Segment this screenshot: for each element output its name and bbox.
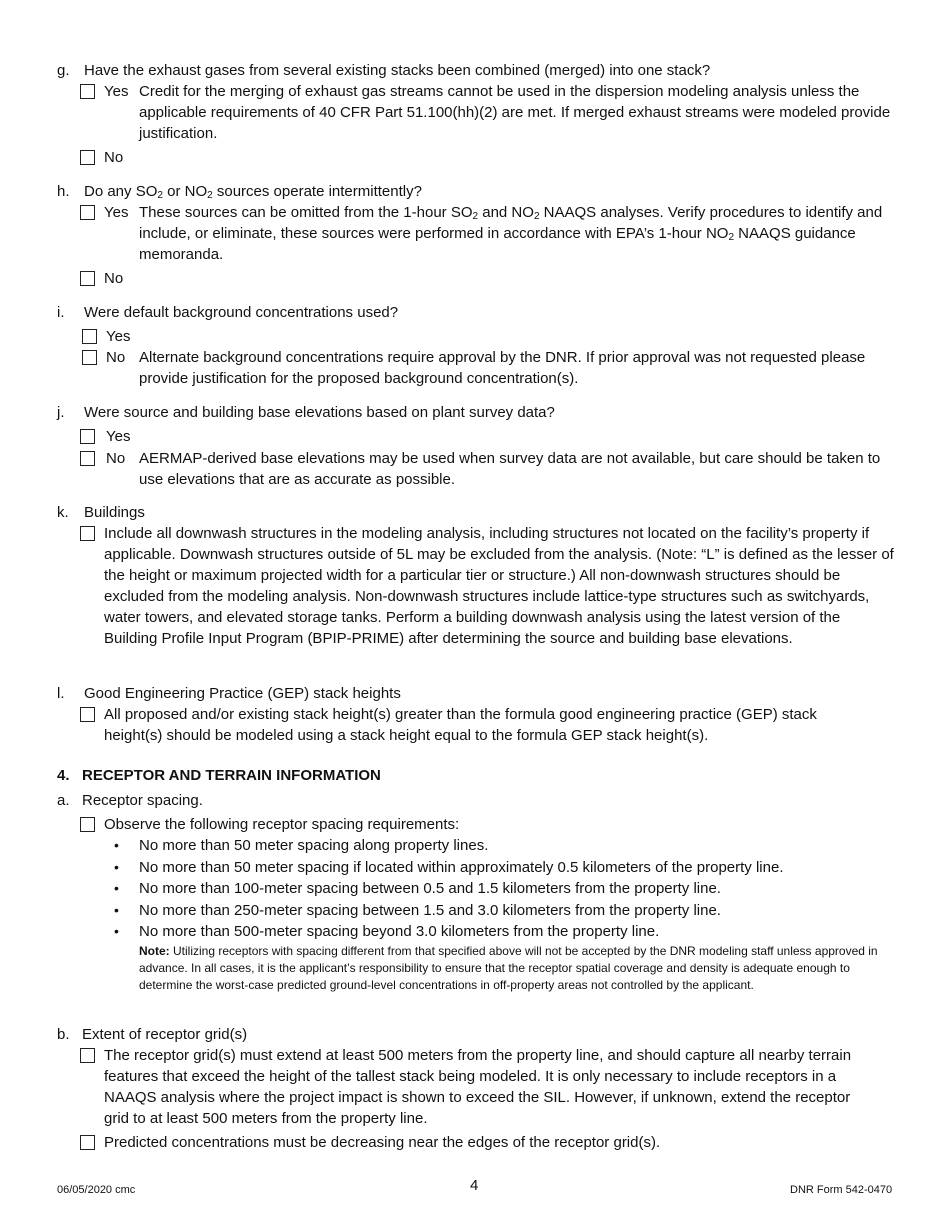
item-4b-letter: b. <box>57 1026 70 1043</box>
item-h-question: Do any $SO_2$ or $NO_2$ sources operate intermittently? <box>84 183 422 201</box>
item-j-yes-label: Yes <box>106 428 131 445</box>
item-j-no-label: No <box>106 450 126 467</box>
item-k-checkbox[interactable] <box>80 526 95 541</box>
bullet-dot: • <box>114 859 119 875</box>
receptor-spacing-bullet: No more than 250-meter spacing between 1.5 and 3.0 kilometers from the property line. <box>139 902 721 919</box>
item-i-yes-checkbox[interactable] <box>82 329 97 344</box>
item-k-letter: k. <box>57 504 69 521</box>
item-h-letter: h. <box>57 183 70 200</box>
item-j-question: Were source and building base elevations based on plant survey data? <box>84 404 555 421</box>
item-g-yes-checkbox[interactable] <box>80 84 95 99</box>
item-h-no-label: No <box>104 270 124 287</box>
item-g-no-label: No <box>104 149 124 166</box>
item-k-heading: Buildings <box>84 504 145 521</box>
bullet-dot: • <box>114 923 119 939</box>
item-i-question: Were default background concentrations used? <box>84 304 399 321</box>
item-4b-checkbox-2[interactable] <box>80 1135 95 1150</box>
item-4b-heading: Extent of receptor grid(s) <box>82 1026 248 1043</box>
item-g-yes-note: Credit for the merging of exhaust gas streams cannot be used in the dispersion modeling analysis unless the applicable requirements of 40 CFR Part 51.100(hh)(2) are met. If merged exhaust streams were modeled provide justification. <box>139 83 891 142</box>
item-h-yes-checkbox[interactable] <box>80 205 95 220</box>
item-h-no-checkbox[interactable] <box>80 271 95 286</box>
bullet-dot: • <box>114 902 119 918</box>
item-j-no-note: AERMAP-derived base elevations may be used when survey data are not available, but care should be taken to use elevations that are as accurate as possible. <box>139 450 881 488</box>
receptor-spacing-bullet: No more than 50 meter spacing along property lines. <box>139 837 489 854</box>
receptor-spacing-bullet: No more than 50 meter spacing if located within approximately 0.5 kilometers of the property line. <box>139 859 784 876</box>
receptor-spacing-bullet: No more than 100-meter spacing between 0.5 and 1.5 kilometers from the property line. <box>139 880 721 897</box>
item-k-text: Include all downwash structures in the modeling analysis, including structures not located on the facility’s property if applicable. Downwash structures outside of 5L may be excluded from the analysis. (Note: “L” is defined as the lesser of the height or maximum projected width for a particular tier or structure.) All non-downwash structures should be excluded from the modeling analysis. Non-downwash structures include lattice-type structures such as switchyards, water towers, and elevated storage tanks. Perform a building downwash analysis using the latest version of the Building Profile Input Program (BPIP-PRIME) after determining the source and building base elevations. <box>104 525 894 647</box>
item-4b-text-1: The receptor grid(s) must extend at least 500 meters from the property line, and should capture all nearby terrain features that exceed the height of the tallest stack being modeled. It is only necessary to include receptors in a NAAQS analysis where the project impact is shown to exceed the SIL. However, if unknown, extend the receptor grid to at least 500 meters from the property line. <box>104 1047 852 1127</box>
item-g-letter: g. <box>57 62 70 79</box>
item-4b-checkbox-1[interactable] <box>80 1048 95 1063</box>
item-g-question: Have the exhaust gases from several existing stacks been combined (merged) into one stack? <box>84 62 711 79</box>
item-i-letter: i. <box>57 304 65 321</box>
item-j-yes-checkbox[interactable] <box>80 429 95 444</box>
item-4a-letter: a. <box>57 792 70 809</box>
footer-form-number: DNR Form 542-0470 <box>790 1184 893 1196</box>
item-l-checkbox[interactable] <box>80 707 95 722</box>
section-4-title: RECEPTOR AND TERRAIN INFORMATION <box>82 767 381 784</box>
page-number: 4 <box>470 1177 479 1194</box>
item-j-no-checkbox[interactable] <box>80 451 95 466</box>
item-4a-check-text: Observe the following receptor spacing requirements: <box>104 816 460 833</box>
item-l-letter: l. <box>57 685 65 702</box>
item-h-yes-note: These sources can be omitted from the 1-hour $SO_2$ and $NO_2$ NAAQS analyses. Verify procedures to identify and include, or eliminate, these sources were performed in accordance with EPA’s 1-hour $NO_2$ NAAQS guidance memoranda. <box>139 204 883 263</box>
receptor-spacing-bullet: No more than 500-meter spacing beyond 3.0 kilometers from the property line. <box>139 923 660 940</box>
item-l-text: All proposed and/or existing stack height(s) greater than the formula good engineering practice (GEP) stack height(s) should be modeled using a stack height equal to the formula GEP stack height(s). <box>104 706 817 744</box>
item-4b-text-2: Predicted concentrations must be decreasing near the edges of the receptor grid(s). <box>104 1134 661 1151</box>
item-4a-checkbox[interactable] <box>80 817 95 832</box>
footer-date: 06/05/2020 cmc <box>57 1184 136 1196</box>
item-i-no-label: No <box>106 349 126 366</box>
item-g-no-checkbox[interactable] <box>80 150 95 165</box>
item-g-yes-label: Yes <box>104 83 129 100</box>
item-h-yes-label: Yes <box>104 204 129 221</box>
bullet-dot: • <box>114 837 119 853</box>
item-i-yes-label: Yes <box>106 328 131 345</box>
item-4a-heading: Receptor spacing. <box>82 792 203 809</box>
receptor-spacing-note: Note: Utilizing receptors with spacing different from that specified above will not be accepted by the DNR modeling staff unless approved in advance. In all cases, it is the applicant’s responsibility to ensure that the receptor spatial coverage and density is adequate enough to determine the worst-case predicted ground-level concentrations in off-property areas not controlled by the applicant. <box>139 944 878 992</box>
item-i-no-checkbox[interactable] <box>82 350 97 365</box>
section-4-number: 4. <box>57 767 70 784</box>
bullet-dot: • <box>114 880 119 896</box>
item-j-letter: j. <box>57 404 65 421</box>
item-l-heading: Good Engineering Practice (GEP) stack heights <box>84 685 401 702</box>
item-i-no-note: Alternate background concentrations require approval by the DNR. If prior approval was not requested please provide justification for the proposed background concentration(s). <box>139 349 866 387</box>
